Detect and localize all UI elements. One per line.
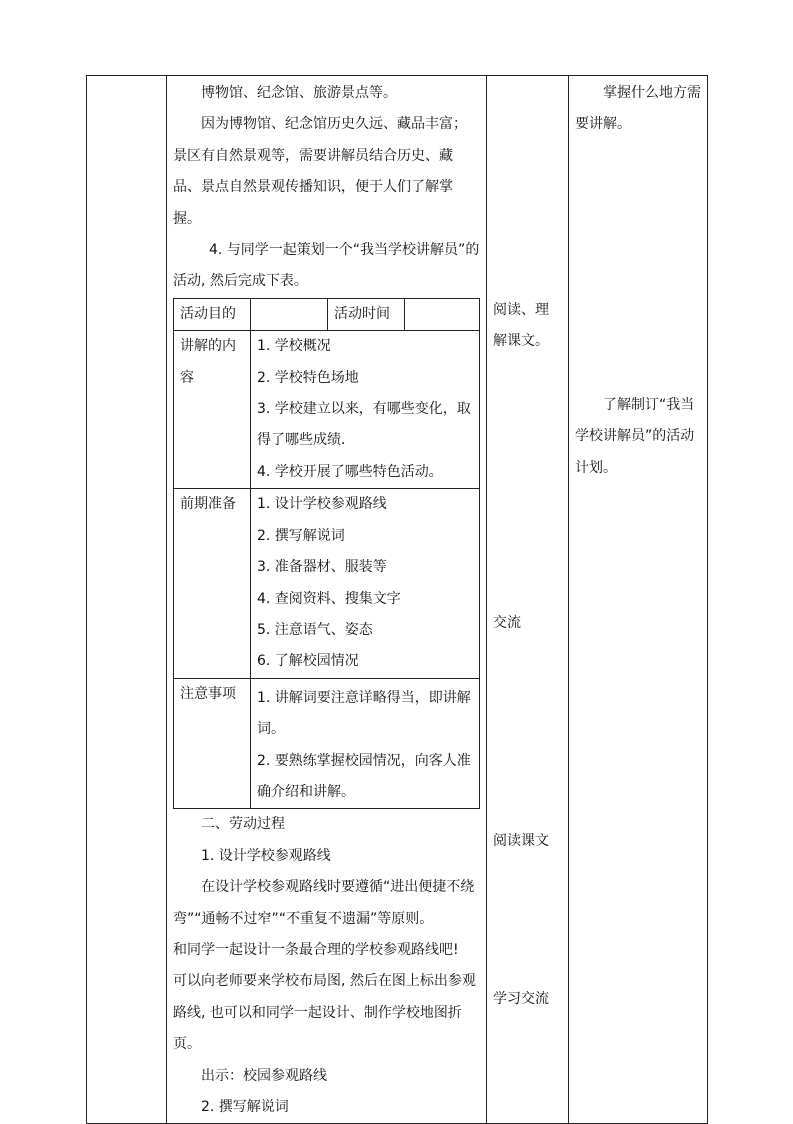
step-1-heading: 1. 设计学校参观路线	[201, 847, 331, 864]
student-note-read-text: 阅读课文	[493, 833, 549, 849]
list-item: 4. 查阅资料、搜集文字	[257, 590, 401, 607]
intent-note-plan: 了解制订“我当学校讲解员”的活动计划。	[575, 397, 695, 476]
empty-first-column	[87, 76, 167, 1124]
para-school-map: 可以向老师要来学校布局图, 然后在图上标出参观路线, 也可以和同学一起设计、制作学校地图折页。	[173, 973, 476, 1053]
design-intent-column	[569, 76, 708, 1124]
student-activity-column	[487, 76, 569, 1124]
student-note-study: 学习交流	[493, 991, 549, 1007]
para-design-route: 和同学一起设计一条最合理的学校参观路线吧!	[173, 941, 459, 958]
para-show-route: 出示：校园参观路线	[201, 1067, 327, 1084]
para-route-principles: 在设计学校参观路线时要遵循“进出便捷不绕弯”“通畅不过窄”“不重复不遗漏”等原则。	[173, 879, 475, 927]
student-note-read: 阅读、理解课文。	[493, 302, 549, 350]
list-item: 2. 学校特色场地	[257, 369, 359, 386]
content-items	[251, 331, 480, 489]
notes-items	[251, 678, 480, 809]
preparation-items	[251, 489, 480, 678]
lesson-plan-table	[86, 75, 708, 1124]
purpose-value	[251, 298, 328, 330]
list-item: 3. 学校建立以来，有哪些变化，取得了哪些成绩.	[257, 401, 471, 449]
activity-plan-table	[173, 298, 480, 810]
list-item: 3. 准备器材、服装等	[257, 559, 387, 576]
list-item: 5. 注意语气、姿态	[257, 621, 373, 638]
content-label: 讲解的内容	[174, 331, 251, 489]
step-2-heading: 2. 撰写解说词	[201, 1099, 289, 1115]
teaching-content-column	[167, 76, 487, 1124]
list-item: 1. 学校概况	[257, 338, 331, 355]
list-item: 2. 要熟练掌握校园情况，向客人准确介绍和讲解。	[257, 752, 471, 800]
time-value	[405, 298, 480, 330]
list-item: 2. 撰写解说词	[257, 527, 345, 544]
purpose-label: 活动目的	[174, 298, 251, 330]
intent-note-explain: 掌握什么地方需要讲解。	[575, 85, 701, 133]
list-item: 4. 学校开展了哪些特色活动。	[257, 463, 443, 480]
preparation-label: 前期准备	[174, 489, 251, 678]
list-item: 6. 了解校园情况	[257, 653, 359, 670]
student-note-discuss: 交流	[493, 615, 521, 631]
para-task-4: 4. 与同学一起策划一个“我当学校讲解员”的活动, 然后完成下表。	[173, 242, 480, 290]
notes-label: 注意事项	[174, 678, 251, 809]
time-label: 活动时间	[328, 298, 405, 330]
para-places: 博物馆、纪念馆、旅游景点等。	[201, 85, 397, 101]
list-item: 1. 讲解词要注意详略得当，即讲解词。	[257, 689, 471, 738]
para-reason: 因为博物馆、纪念馆历史久远、藏品丰富；景区有自然景观等，需要讲解员结合历史、藏品、景点自然景观传播知识，便于人们了解掌握。	[173, 116, 467, 227]
section-heading: 二、劳动过程	[201, 816, 285, 833]
list-item: 1. 设计学校参观路线	[257, 496, 387, 513]
